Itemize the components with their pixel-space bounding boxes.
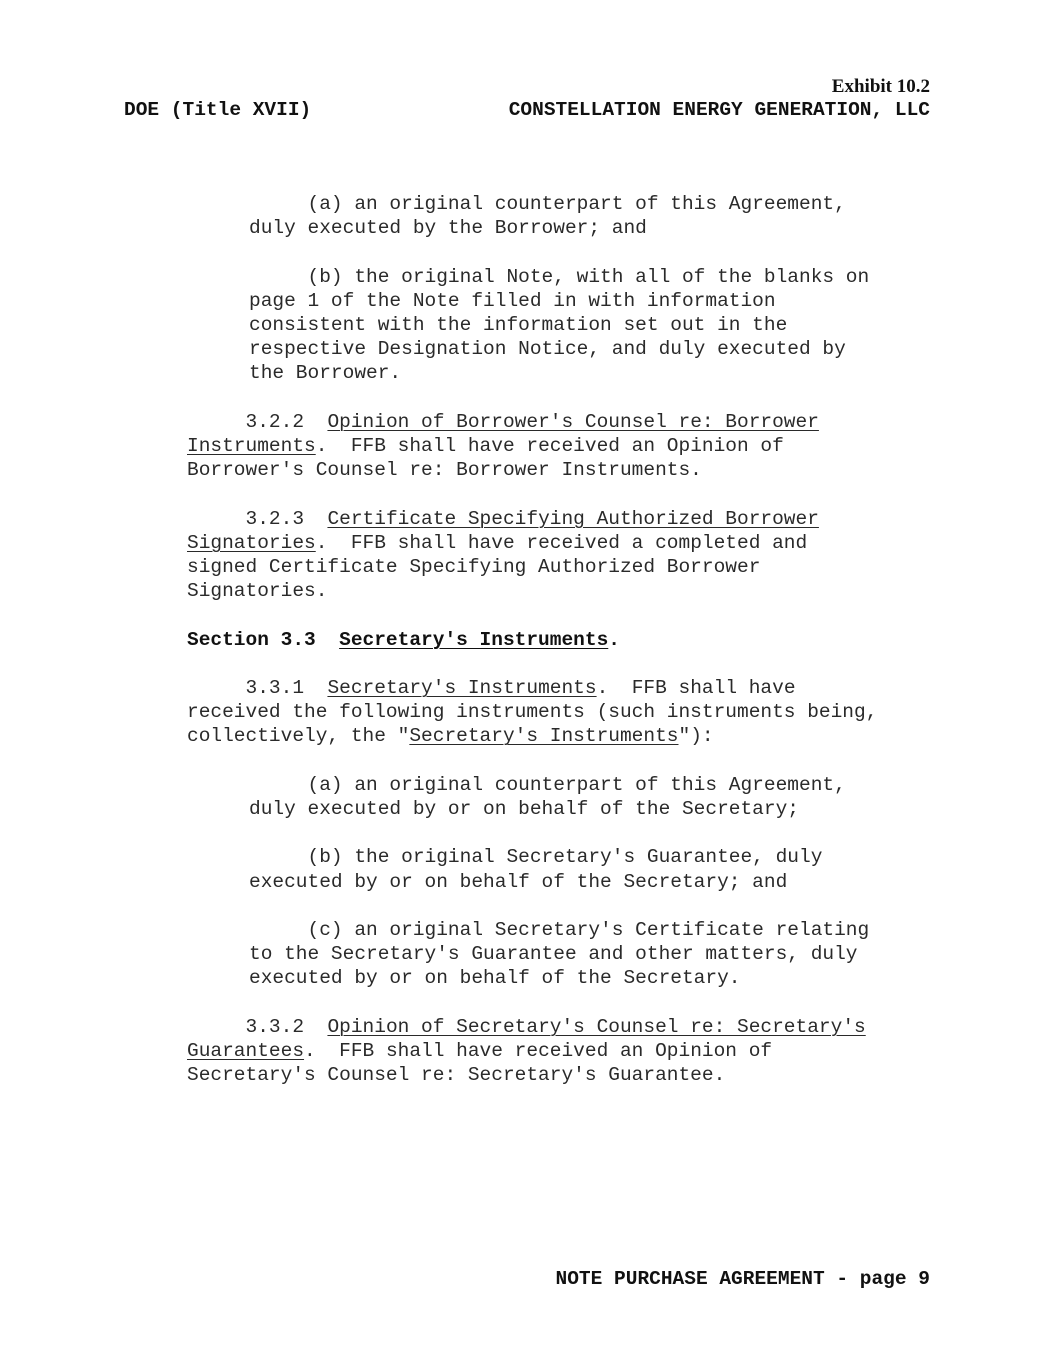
section-title: Signatories [187,531,316,554]
section-number: 3.3.2 [187,1015,328,1038]
text-line: duly executed by the Borrower; and [249,217,647,240]
section-title: Instruments [187,435,316,457]
text-line: "): [678,725,714,748]
section-title: Secretary's Instruments [339,628,609,651]
section-title: Guarantees [187,1039,305,1062]
section-3-3-1 [187,676,947,749]
text-line: . FFB shall have received an Opinion of [315,435,784,457]
paragraph-b-note [187,265,947,386]
text-line: (b) the original Secretary's Guarantee, duly [249,846,823,869]
text-line: (a) an original counterpart of this Agreement, [249,773,846,796]
text-line: duly executed by or on behalf of the Secretary; [249,797,799,820]
text-line: . FFB shall have [596,676,796,699]
text-line: (b) the original Note, with all of the blanks on [249,265,870,288]
paragraph-a-counterpart [187,773,947,821]
text-line: the Borrower. [249,362,402,385]
section-title: Secretary's Instruments [327,676,597,699]
exhibit-label: Exhibit 10.2 [831,76,930,97]
section-number: 3.3.1 [187,676,328,699]
text-line: (a) an original counterpart of this Agreement, [249,193,846,215]
text-line: Signatories. [187,580,328,603]
document-body [187,192,947,1112]
section-3-3-2 [187,1015,947,1088]
text-line: Secretary's Counsel re: Secretary's Guarantee. [187,1064,726,1087]
paragraph-b-guarantee [187,845,947,893]
section-label: Section 3.3 [187,628,340,651]
section-number: 3.2.2 [187,410,328,433]
header-left: DOE (Title XVII) [124,99,312,121]
defined-term: Secretary's Instruments [409,725,679,748]
section-3-2-2 [187,410,947,483]
section-title: Opinion of Borrower's Counsel re: Borrower [327,410,819,433]
text-line: respective Designation Notice, and duly executed by [249,338,846,361]
text-line: received the following instruments (such instruments being, [187,701,878,724]
text-line: executed by or on behalf of the Secretary; and [249,870,788,893]
text-line: Borrower's Counsel re: Borrower Instruments. [187,459,702,482]
text-line: . FFB shall have received an Opinion of [304,1039,773,1062]
page-footer: NOTE PURCHASE AGREEMENT - page 9 [555,1268,930,1290]
text-line: signed Certificate Specifying Authorized Borrower [187,556,761,578]
text-line: executed by or on behalf of the Secretary. [249,967,741,990]
text-line: page 1 of the Note filled in with information [249,289,776,312]
section-3-3-heading [187,628,947,652]
section-title: Certificate Specifying Authorized Borrower [327,507,819,530]
text-line: (c) an original Secretary's Certificate relating [249,918,870,941]
text-line: . FFB shall have received a completed and [315,531,808,554]
header-right: CONSTELLATION ENERGY GENERATION, LLC [508,99,930,121]
section-title: Opinion of Secretary's Counsel re: Secretary's [327,1015,866,1038]
section-3-2-3 [187,507,947,604]
paragraph-c-certificate [187,918,947,991]
text-line: collectively, the " [187,725,410,748]
section-number: 3.2.3 [187,507,328,530]
text-line: . [608,628,620,651]
text-line: consistent with the information set out in the [249,314,788,336]
paragraph-a-agreement [187,192,947,240]
text-line: to the Secretary's Guarantee and other matters, duly [249,943,858,966]
